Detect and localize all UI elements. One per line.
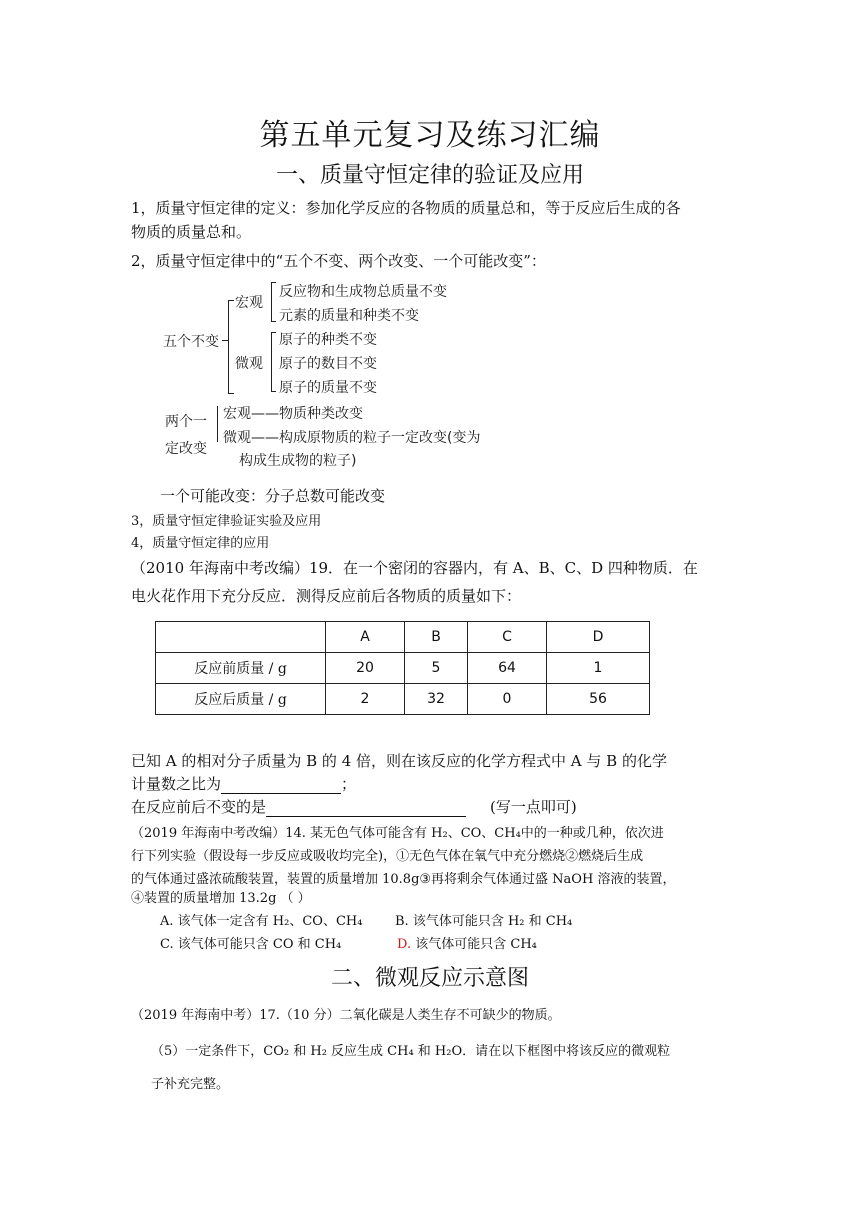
change-micro-cont: 构成生成物的粒子) <box>239 453 357 469</box>
point-2-text: 2，质量守恒定律中的“五个不变、两个改变、一个可能改变”： <box>131 252 546 270</box>
unchanged-item: 原子的数目不变 <box>279 356 377 372</box>
five-unchanged-label: 五个不变 <box>163 334 219 350</box>
question-14-line-3: 的气体通过盛浓硫酸装置，装置的质量增加 10.8g③再将剩余气体通过盛 NaOH 溶液的装置， <box>131 872 676 887</box>
table-header-cell: B <box>405 622 468 653</box>
macro-brace <box>271 282 272 322</box>
unchanged-answer-blank[interactable] <box>266 800 466 817</box>
table-cell: 5 <box>405 653 468 684</box>
unchanged-item: 原子的质量不变 <box>279 380 377 396</box>
question-17-text: （2019 年海南中考）17.（10 分）二氧化碳是人类生存不可缺少的物质。 <box>131 1008 561 1023</box>
option-d-letter: D. <box>397 937 412 952</box>
option-b[interactable]: B. 该气体可能只含 H₂ 和 CH₄ <box>395 914 573 929</box>
table-header-cell: D <box>547 622 650 653</box>
section-2-heading: 二、微观反应示意图 <box>330 966 529 991</box>
table-cell: 56 <box>547 684 650 715</box>
table-row <box>156 653 650 684</box>
write-one-note: (写一点叩可) <box>490 798 577 816</box>
point-3-text: 3，质量守恒定律验证实验及应用 <box>131 514 322 529</box>
table-row <box>156 684 650 715</box>
micro-label: 微观 <box>235 356 263 372</box>
follow-up-line-2 <box>131 773 356 794</box>
table-header-cell: A <box>326 622 405 653</box>
table-header-cell <box>156 622 326 653</box>
follow-up-line-1: 已知 A 的相对分子质量为 B 的 4 倍，则在该反应的化学方程式中 A 与 B 的化学 <box>131 752 667 770</box>
ratio-prompt: 计量数之比为 <box>131 775 222 793</box>
two-changed-label-2: 定改变 <box>165 441 207 457</box>
unchanged-item: 反应物和生成物总质量不变 <box>279 284 447 300</box>
question-19-line-1: （2010 年海南中考改编）19．在一个密闭的容器内，有 A、B、C、D 四种物质．在 <box>131 559 698 577</box>
micro-brace <box>271 332 272 392</box>
ratio-answer-blank[interactable] <box>221 777 341 794</box>
option-c[interactable]: C. 该气体可能只含 CO 和 CH₄ <box>160 937 342 952</box>
option-a[interactable]: A. 该气体一定含有 H₂、CO、CH₄ <box>160 914 363 929</box>
follow-up-line-3 <box>131 796 577 817</box>
table-cell: 32 <box>405 684 468 715</box>
definition-line-1: 1，质量守恒定律的定义：参加化学反应的各物质的质量总和，等于反应后生成的各 <box>131 199 681 217</box>
question-14-line-4: ④装置的质量增加 13.2g （ ） <box>131 891 311 906</box>
question-17-5-line-1: （5）一定条件下，CO₂ 和 H₂ 反应生成 CH₄ 和 H₂O．请在以下框图中将该反应的微观粒 <box>151 1044 671 1059</box>
two-changed-label-1: 两个一 <box>165 414 207 430</box>
option-d-text: 该气体可能只含 CH₄ <box>415 937 537 952</box>
change-micro: 微观——构成原物质的粒子一定改变(变为 <box>223 430 481 446</box>
change-macro: 宏观——物质种类改变 <box>223 406 363 422</box>
table-row-label: 反应前质量 / g <box>156 653 326 684</box>
mass-table <box>155 621 650 715</box>
table-row-label: 反应后质量 / g <box>156 684 326 715</box>
unchanged-item: 原子的种类不变 <box>279 332 377 348</box>
unchanged-prompt: 在反应前后不变的是 <box>131 798 267 816</box>
table-cell: 1 <box>547 653 650 684</box>
unchanged-item: 元素的质量和种类不变 <box>279 308 419 324</box>
table-header-row <box>156 622 650 653</box>
table-cell: 2 <box>326 684 405 715</box>
ratio-end: ； <box>341 775 357 793</box>
outer-brace <box>228 300 229 394</box>
table-cell: 0 <box>468 684 547 715</box>
two-brace <box>217 406 218 442</box>
question-19-line-2: 电火花作用下充分反应．测得反应前后各物质的质量如下： <box>131 587 522 605</box>
page-title: 第五单元复习及练习汇编 <box>259 118 601 153</box>
definition-line-2: 物质的质量总和。 <box>131 223 252 241</box>
section-1-heading: 一、质量守恒定律的验证及应用 <box>275 163 584 188</box>
table-header-cell: C <box>468 622 547 653</box>
table-cell: 20 <box>326 653 405 684</box>
macro-label: 宏观 <box>235 295 263 311</box>
question-17-5-line-2: 子补充完整。 <box>151 1077 230 1092</box>
option-d[interactable] <box>397 933 537 952</box>
conservation-diagram <box>157 278 502 468</box>
question-14-line-2: 行下列实验（假设每一步反应或吸收均完全)，①无色气体在氧气中充分燃烧②燃烧后生成 <box>131 849 644 864</box>
maybe-changed-text: 一个可能改变：分子总数可能改变 <box>160 487 386 505</box>
question-14-line-1: （2019 年海南中考改编）14. 某无色气体可能含有 H₂、CO、CH₄中的一种或几种，依次进 <box>131 826 664 841</box>
table-cell: 64 <box>468 653 547 684</box>
point-4-text: 4，质量守恒定律的应用 <box>131 536 270 551</box>
